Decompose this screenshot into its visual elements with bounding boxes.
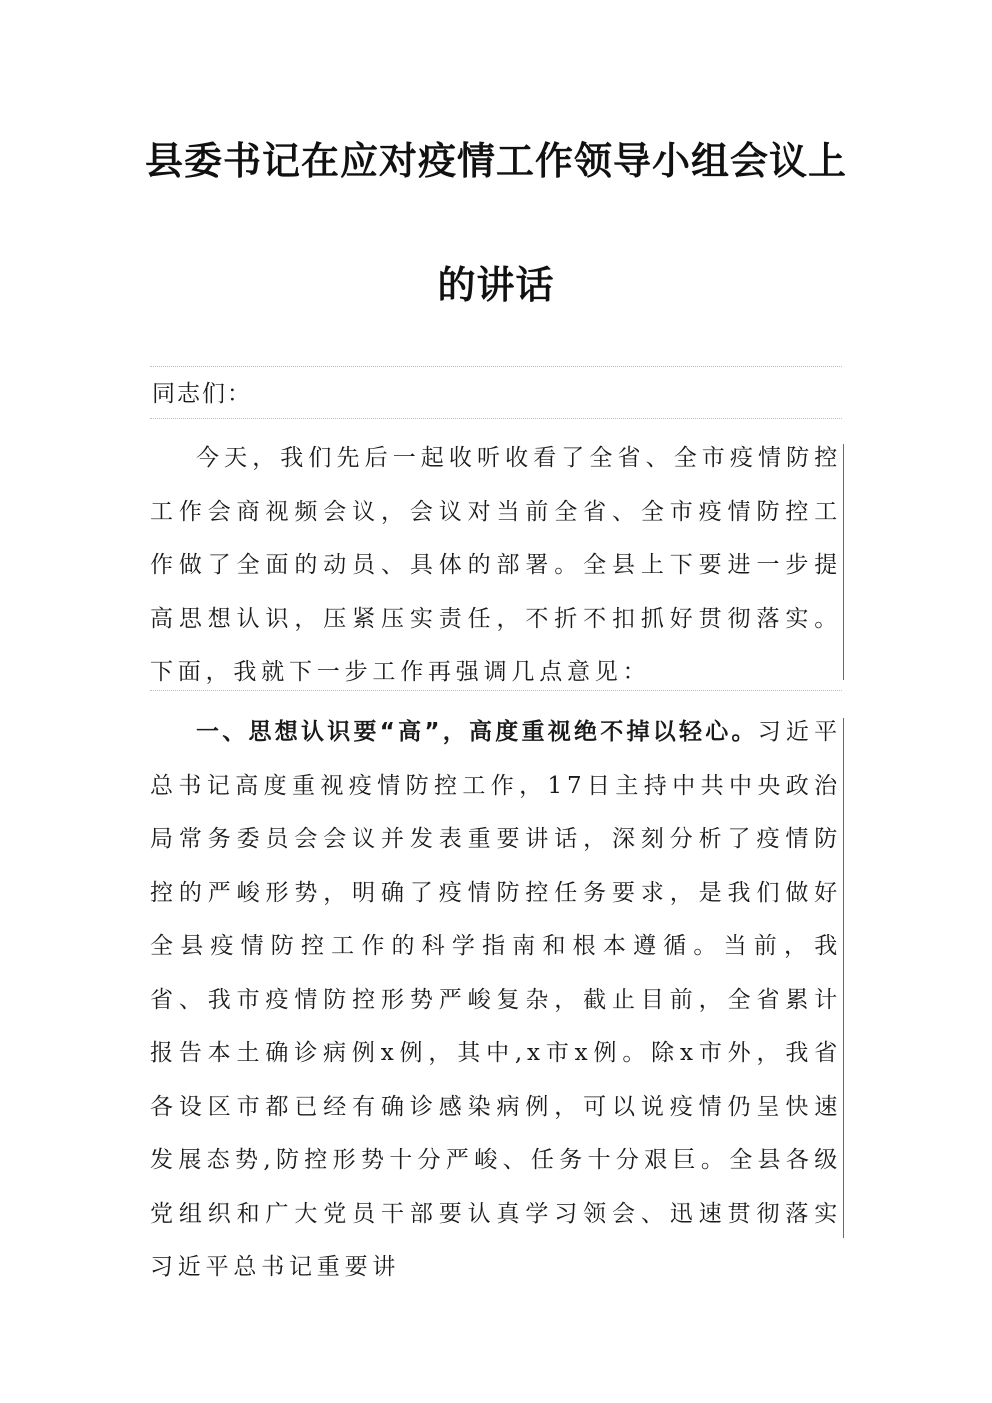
section-divider bbox=[150, 690, 842, 691]
paragraph-intro: 今天，我们先后一起收听收看了全省、全市疫情防控工作会商视频会议，会议对当前全省、全市疫情防控工作做了全面的动员、具体的部署。全县上下要进一步提高思想认识，压紧压实责任，不折不扣抓好贯彻落实。下面，我就下一步工作再强调几点意见： bbox=[150, 445, 842, 685]
section-divider bbox=[150, 418, 842, 419]
text-boundary-marker bbox=[843, 444, 844, 680]
paragraph-point-one bbox=[150, 706, 842, 1295]
section-divider bbox=[150, 366, 842, 367]
paragraph-heading: 一、思想认识要“高”，高度重视绝不掉以轻心。 bbox=[196, 719, 758, 745]
salutation: 同志们： bbox=[152, 381, 252, 407]
document-title-line-2: 的讲话 bbox=[437, 263, 555, 307]
document-title-line-1: 县委书记在应对疫情工作领导小组会议上 bbox=[144, 139, 847, 183]
paragraph-body: 习近平总书记高度重视疫情防控工作，17日主持中共中央政治局常务委员会会议并发表重要讲话，深刻分析了疫情防控的严峻形势，明确了疫情防控任务要求，是我们做好全县疫情防控工作的科学指南和根本遵循。当前，我省、我市疫情防控形势严峻复杂，截止目前，全省累计报告本土确诊病例x例，其中,x市x例。除x市外，我省各设区市都已经有确诊感染病例，可以说疫情仍呈快速发展态势,防控形势十分严峻、任务十分艰巨。全县各级党组织和广大党员干部要认真学习领会、迅速贯彻落实习近平总书记重要讲 bbox=[150, 719, 842, 1280]
text-boundary-marker bbox=[843, 718, 844, 1238]
